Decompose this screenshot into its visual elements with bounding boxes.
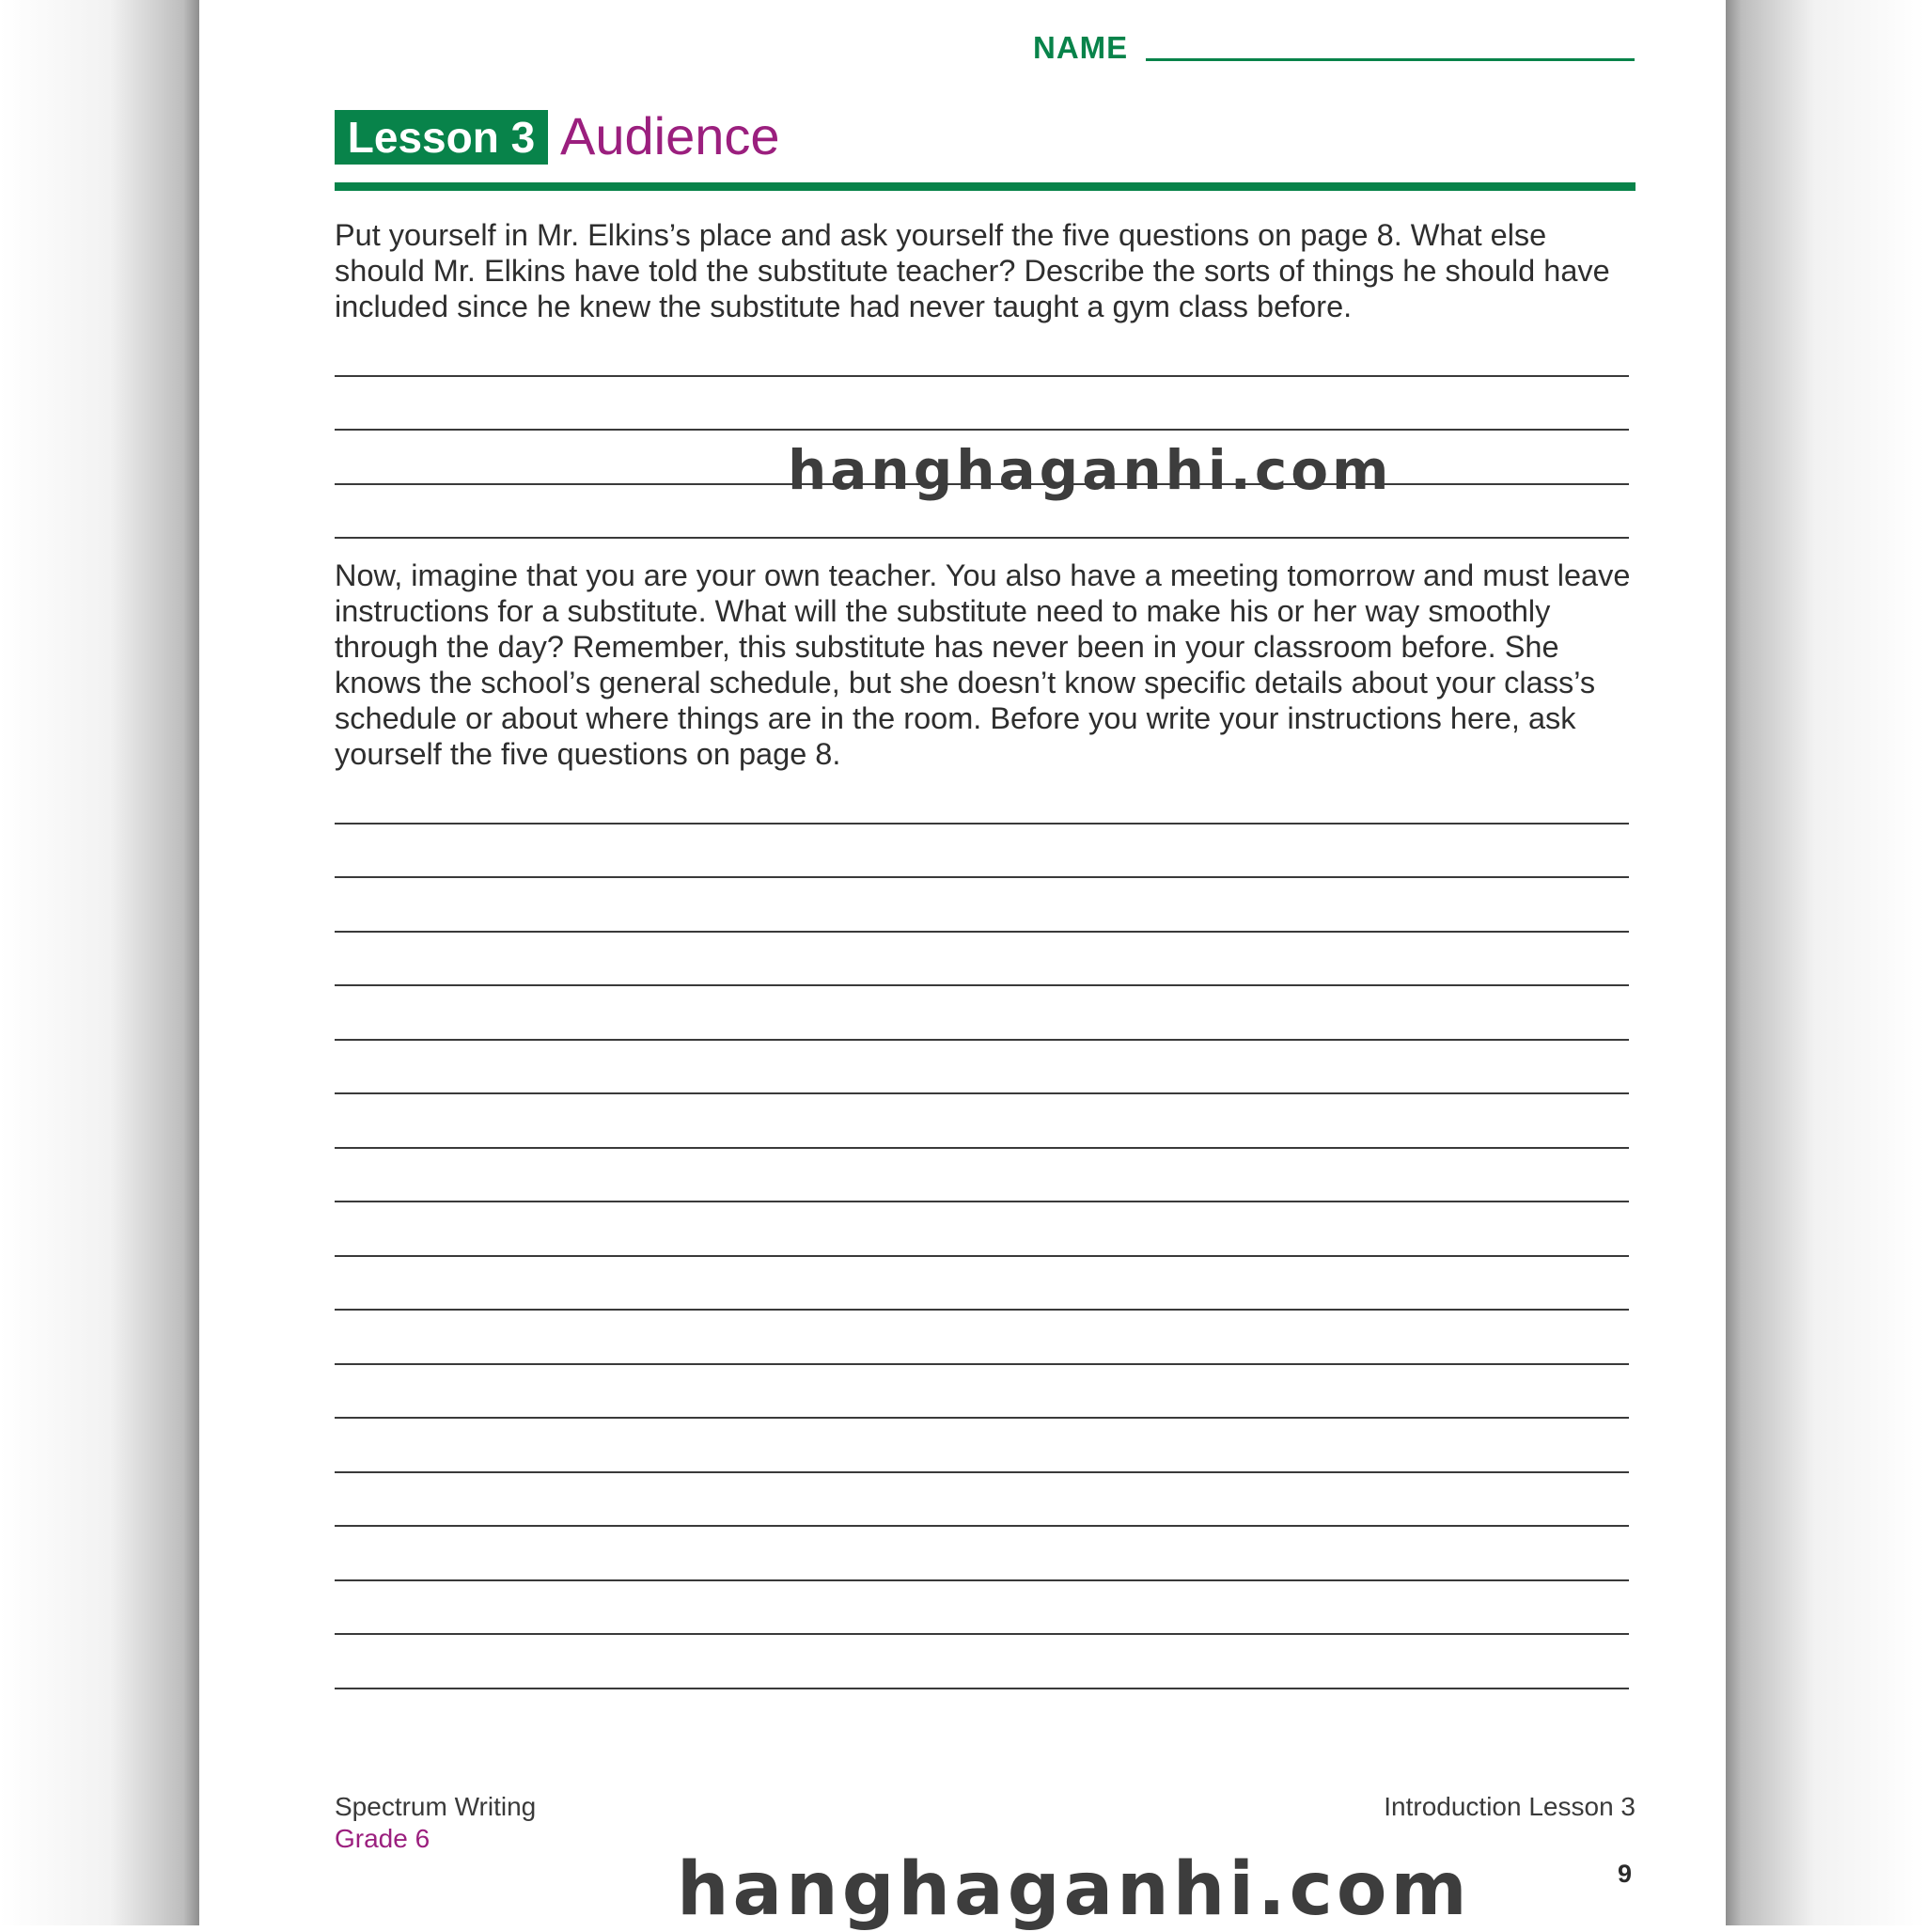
answer-area-1[interactable] bbox=[335, 322, 1629, 539]
write-line[interactable] bbox=[335, 933, 1629, 987]
prompt-paragraph-2: Now, imagine that you are your own teacher. You also have a meeting tomorrow and must leave instructions for a substitute. What will the substitute need to make his or her way smoothly through the day? Remember, this substitute has never been in your classroom before. She knows the school’s general schedule, but she doesn’t know specific details about your class’s schedule or about where things are in the room. Before you write your instructions here, ask yourself the five questions on page 8. bbox=[335, 558, 1631, 771]
watermark-bottom: hanghaganhi.com bbox=[677, 1847, 1471, 1932]
name-write-line[interactable] bbox=[1146, 58, 1635, 61]
write-line[interactable] bbox=[335, 1635, 1629, 1689]
grade-label: Grade 6 bbox=[335, 1824, 430, 1853]
prompt-paragraph-1: Put yourself in Mr. Elkins’s place and ask yourself the five questions on page 8. What else should Mr. Elkins have told the substitute teacher? Describe the sorts of things he should have included since he knew the substitute had never taught a gym class before. bbox=[335, 218, 1610, 323]
heading-divider bbox=[335, 182, 1635, 191]
name-label: NAME bbox=[1033, 30, 1129, 65]
publisher-label: Spectrum Writing bbox=[335, 1792, 537, 1821]
worksheet-page bbox=[199, 0, 1726, 1925]
write-line[interactable] bbox=[335, 1257, 1629, 1312]
write-line[interactable] bbox=[335, 1419, 1629, 1473]
write-line[interactable] bbox=[335, 1094, 1629, 1149]
write-line[interactable] bbox=[335, 1581, 1629, 1636]
write-line[interactable] bbox=[335, 1041, 1629, 1095]
write-line[interactable] bbox=[335, 825, 1629, 879]
name-field[interactable] bbox=[1033, 30, 1635, 68]
write-line[interactable] bbox=[335, 986, 1629, 1041]
write-line[interactable] bbox=[335, 377, 1629, 432]
footer-left bbox=[335, 1791, 536, 1855]
section-label: Introduction Lesson 3 bbox=[1384, 1792, 1635, 1821]
write-line[interactable] bbox=[335, 322, 1629, 377]
left-page-shadow bbox=[0, 0, 199, 1925]
page-number: 9 bbox=[1617, 1860, 1632, 1888]
lesson-number-badge: Lesson 3 bbox=[335, 110, 548, 165]
watermark-center: hanghaganhi.com bbox=[788, 438, 1393, 502]
write-line[interactable] bbox=[335, 1311, 1629, 1365]
lesson-title: Audience bbox=[560, 106, 780, 165]
write-line[interactable] bbox=[335, 878, 1629, 933]
write-line[interactable] bbox=[335, 1365, 1629, 1420]
answer-area-2[interactable] bbox=[335, 770, 1629, 1689]
write-line[interactable] bbox=[335, 1473, 1629, 1528]
write-line[interactable] bbox=[335, 1527, 1629, 1581]
write-line[interactable] bbox=[335, 770, 1629, 825]
write-line[interactable] bbox=[335, 1149, 1629, 1203]
right-page-shadow bbox=[1726, 0, 1925, 1925]
write-line[interactable] bbox=[335, 1202, 1629, 1257]
